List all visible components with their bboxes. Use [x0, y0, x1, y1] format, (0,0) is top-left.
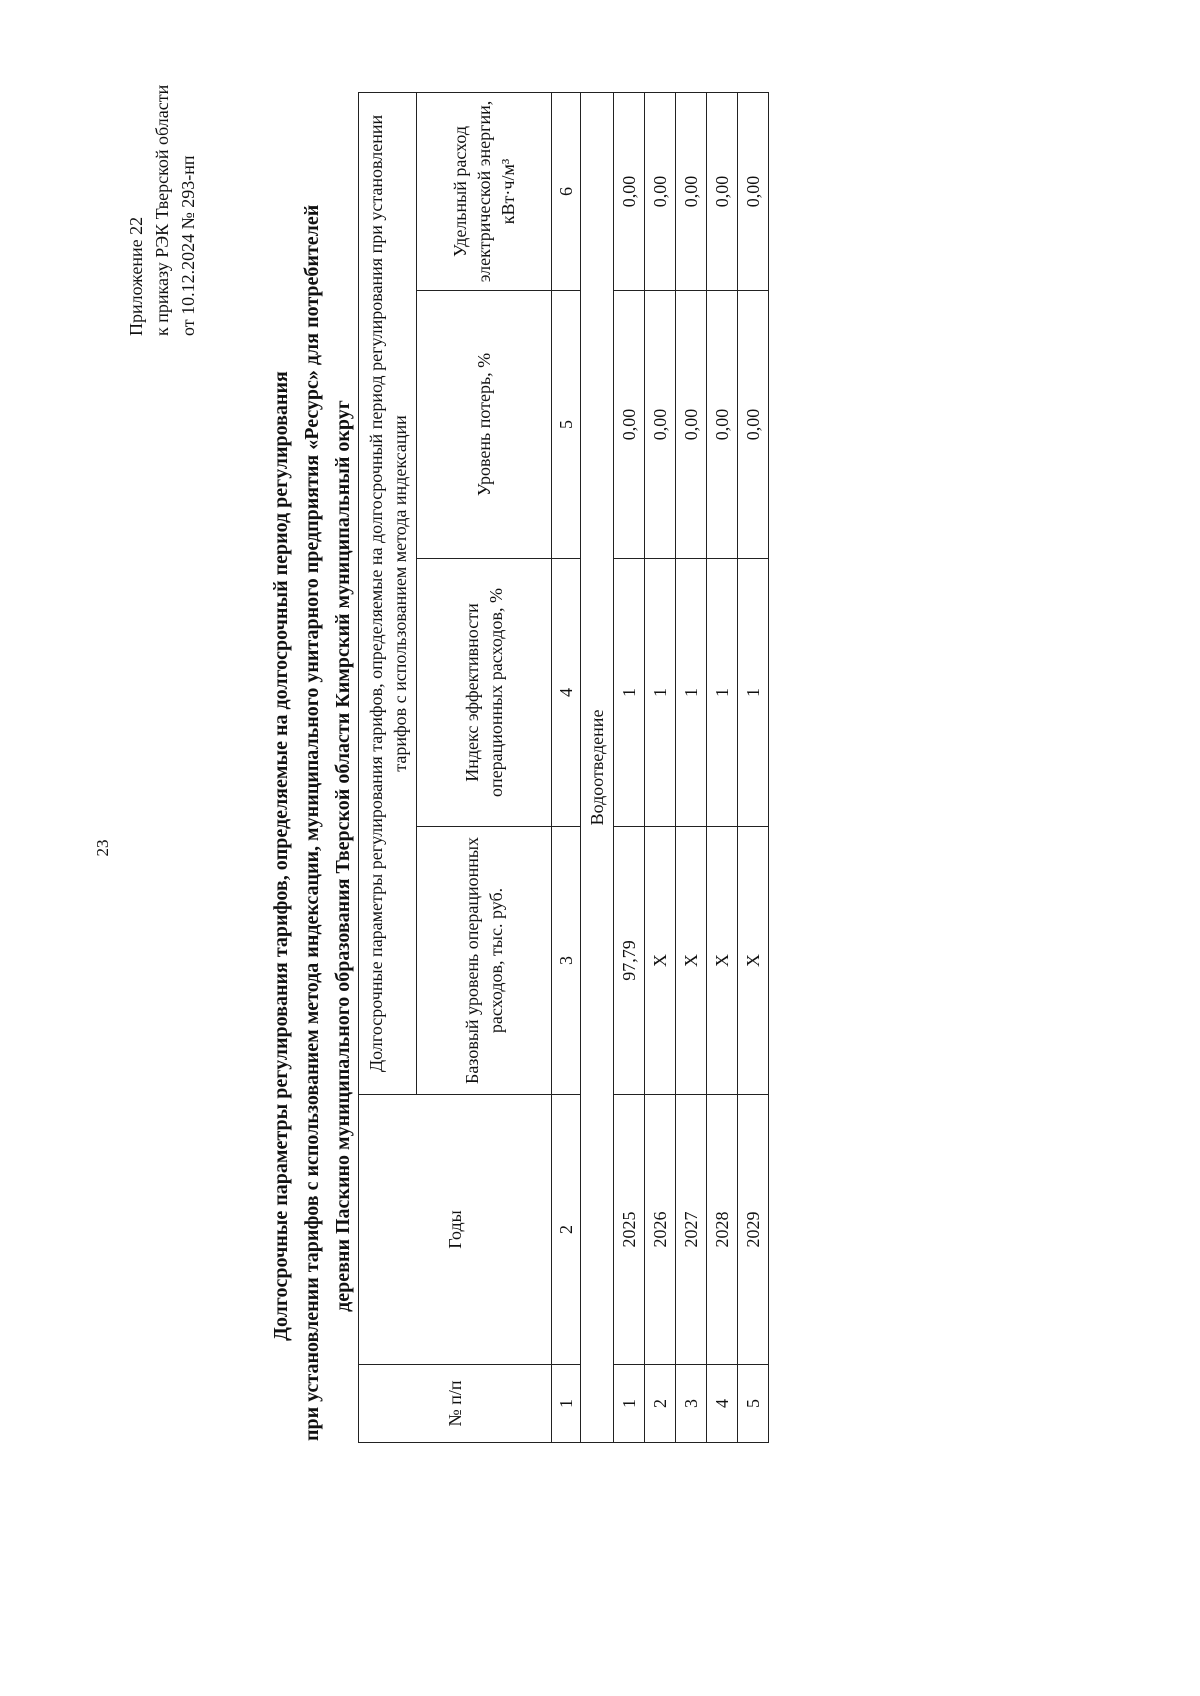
- cell-energy: 0,00: [707, 92, 738, 290]
- column-number: 5: [552, 291, 581, 559]
- appendix-block: [123, 26, 201, 336]
- title-line-2: при установлении тарифов с использованием метода индексации, муниципального унитарного предприятия «Ресурс» для потребителей: [301, 204, 323, 1441]
- cell-loss: 0,00: [645, 291, 676, 559]
- header-base-level: Базовый уровень операционных расходов, тыс. руб.: [417, 827, 552, 1095]
- header-years: Годы: [359, 1095, 552, 1365]
- cell-index: 1: [707, 559, 738, 827]
- appendix-line-3: от 10.12.2024 № 293-нп: [178, 155, 198, 336]
- cell-year: 2026: [645, 1095, 676, 1365]
- cell-energy: 0,00: [738, 92, 769, 290]
- title-line-3: деревни Паскино муниципального образования Тверской области Кимрский муниципальный округ: [332, 400, 354, 1312]
- cell-index: 1: [676, 559, 707, 827]
- column-number: 1: [552, 1365, 581, 1443]
- column-numbers-row: [552, 92, 581, 1442]
- title-line-1: Долгосрочные параметры регулирования тарифов, определяемые на долгосрочный период регулирования: [270, 371, 292, 1341]
- cell-year: 2027: [676, 1095, 707, 1365]
- table-row: [707, 92, 738, 1442]
- cell-index: 1: [614, 559, 645, 827]
- parameters-table: [358, 92, 769, 1443]
- column-number: 2: [552, 1095, 581, 1365]
- column-number: 3: [552, 827, 581, 1095]
- cell-energy: 0,00: [645, 92, 676, 290]
- cell-no: 3: [676, 1365, 707, 1443]
- cell-base: 97,79: [614, 827, 645, 1095]
- cell-index: 1: [738, 559, 769, 827]
- cell-no: 5: [738, 1365, 769, 1443]
- table-row: [645, 92, 676, 1442]
- cell-year: 2028: [707, 1095, 738, 1365]
- cell-base: X: [707, 827, 738, 1095]
- header-group: Долгосрочные параметры регулирования тарифов, определяемые на долгосрочный период регулирования при установлении тарифов с использованием метода индексации: [359, 92, 417, 1094]
- cell-no: 4: [707, 1365, 738, 1443]
- cell-loss: 0,00: [707, 291, 738, 559]
- section-title: Водоотведение: [581, 92, 614, 1442]
- header-efficiency-index: Индекс эффективности операционных расходов, %: [417, 559, 552, 827]
- cell-loss: 0,00: [738, 291, 769, 559]
- column-number: 6: [552, 92, 581, 290]
- cell-no: 2: [645, 1365, 676, 1443]
- cell-year: 2029: [738, 1095, 769, 1365]
- appendix-line-1: Приложение 22: [126, 216, 146, 336]
- document-title: [266, 204, 359, 1441]
- cell-loss: 0,00: [676, 291, 707, 559]
- cell-base: X: [645, 827, 676, 1095]
- cell-base: X: [676, 827, 707, 1095]
- header-no: № п/п: [359, 1365, 552, 1443]
- cell-energy: 0,00: [614, 92, 645, 290]
- header-loss-level: Уровень потерь, %: [417, 291, 552, 559]
- cell-loss: 0,00: [614, 291, 645, 559]
- table-row: [676, 92, 707, 1442]
- cell-year: 2025: [614, 1095, 645, 1365]
- cell-no: 1: [614, 1365, 645, 1443]
- section-row: [581, 92, 614, 1442]
- cell-index: 1: [645, 559, 676, 827]
- column-number: 4: [552, 559, 581, 827]
- table-row: [738, 92, 769, 1442]
- cell-base: X: [738, 827, 769, 1095]
- header-energy-consumption: Удельный расход электрической энергии, кВт·ч/м³: [417, 92, 552, 290]
- table-row: [614, 92, 645, 1442]
- cell-energy: 0,00: [676, 92, 707, 290]
- page-number: 23: [93, 839, 112, 857]
- appendix-line-2: к приказу РЭК Тверской области: [152, 84, 172, 336]
